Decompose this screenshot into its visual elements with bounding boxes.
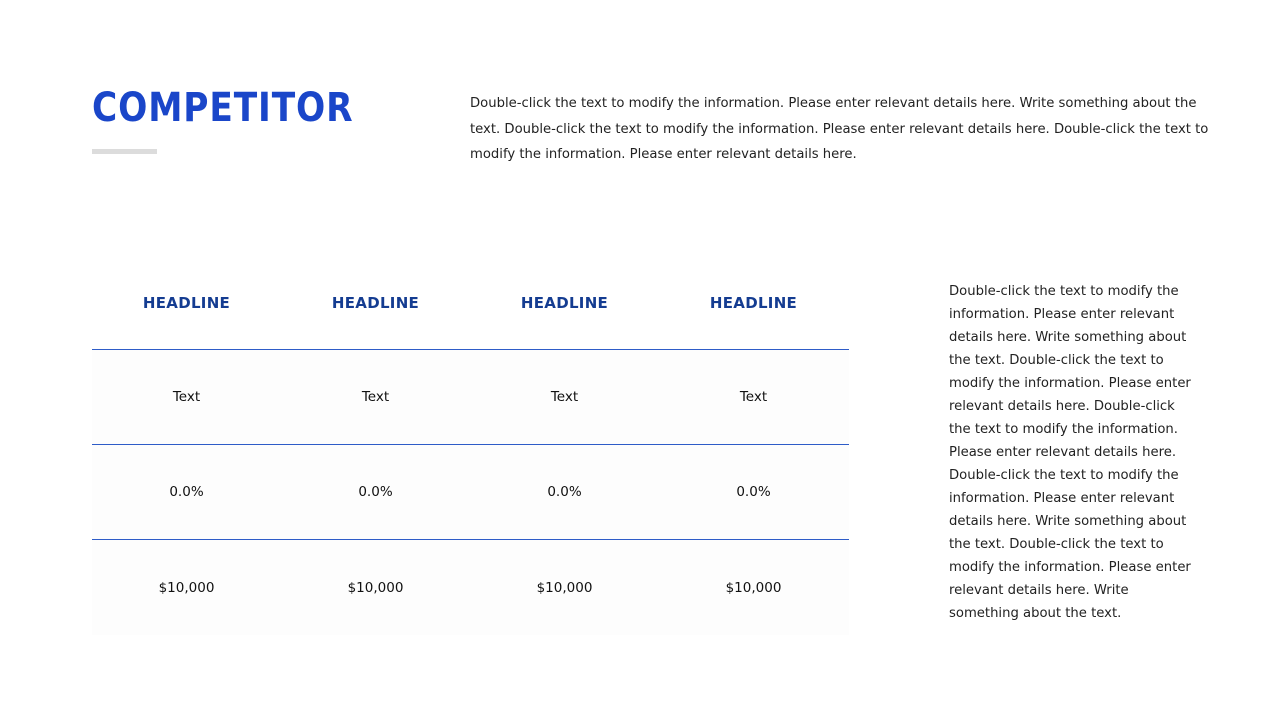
table-cell[interactable]: $10,000 <box>536 579 593 596</box>
title-underline <box>92 149 157 154</box>
table-header-cell[interactable]: HEADLINE <box>142 293 231 312</box>
slide-title[interactable]: COMPETITOR <box>92 85 354 131</box>
intro-text[interactable]: Double-click the text to modify the information. Please enter relevant details here. Write something about the text. Double-click the text to modify the information. Please enter relevant details here. Double-click the text to modify the information. Please enter relevant details here. <box>470 96 1209 162</box>
side-description-text[interactable]: Double-click the text to modify the information. Please enter relevant details here. Write something about the text. Double-click the text to modify the information. Please enter relevant details here. Double-click the text to modify the information. Please enter relevant details here. Double-click the text to modify the information. Please enter relevant details here. Write something about the text. Double-click the text to modify the information. Please enter relevant details here. Write something about the text. <box>949 284 1191 621</box>
table-cell[interactable]: $10,000 <box>725 579 782 596</box>
table-cell[interactable]: $10,000 <box>158 579 215 596</box>
table-cell[interactable]: Text <box>172 389 201 405</box>
table-header-cell[interactable]: HEADLINE <box>331 293 420 312</box>
table-cell[interactable]: 0.0% <box>358 484 393 500</box>
table-cell[interactable]: $10,000 <box>347 579 404 596</box>
table-row <box>92 445 849 539</box>
competitor-table <box>92 256 849 635</box>
table-row <box>92 350 849 444</box>
table-header-cell[interactable]: HEADLINE <box>520 293 609 312</box>
table-cell[interactable]: 0.0% <box>736 484 771 500</box>
table-cell[interactable]: 0.0% <box>169 484 204 500</box>
table-cell[interactable]: Text <box>361 389 390 405</box>
table-cell[interactable]: Text <box>739 389 768 405</box>
table-cell[interactable]: 0.0% <box>547 484 582 500</box>
table-header-row <box>92 256 849 349</box>
table-header-cell[interactable]: HEADLINE <box>709 293 798 312</box>
table-row <box>92 540 849 635</box>
table-cell[interactable]: Text <box>550 389 579 405</box>
